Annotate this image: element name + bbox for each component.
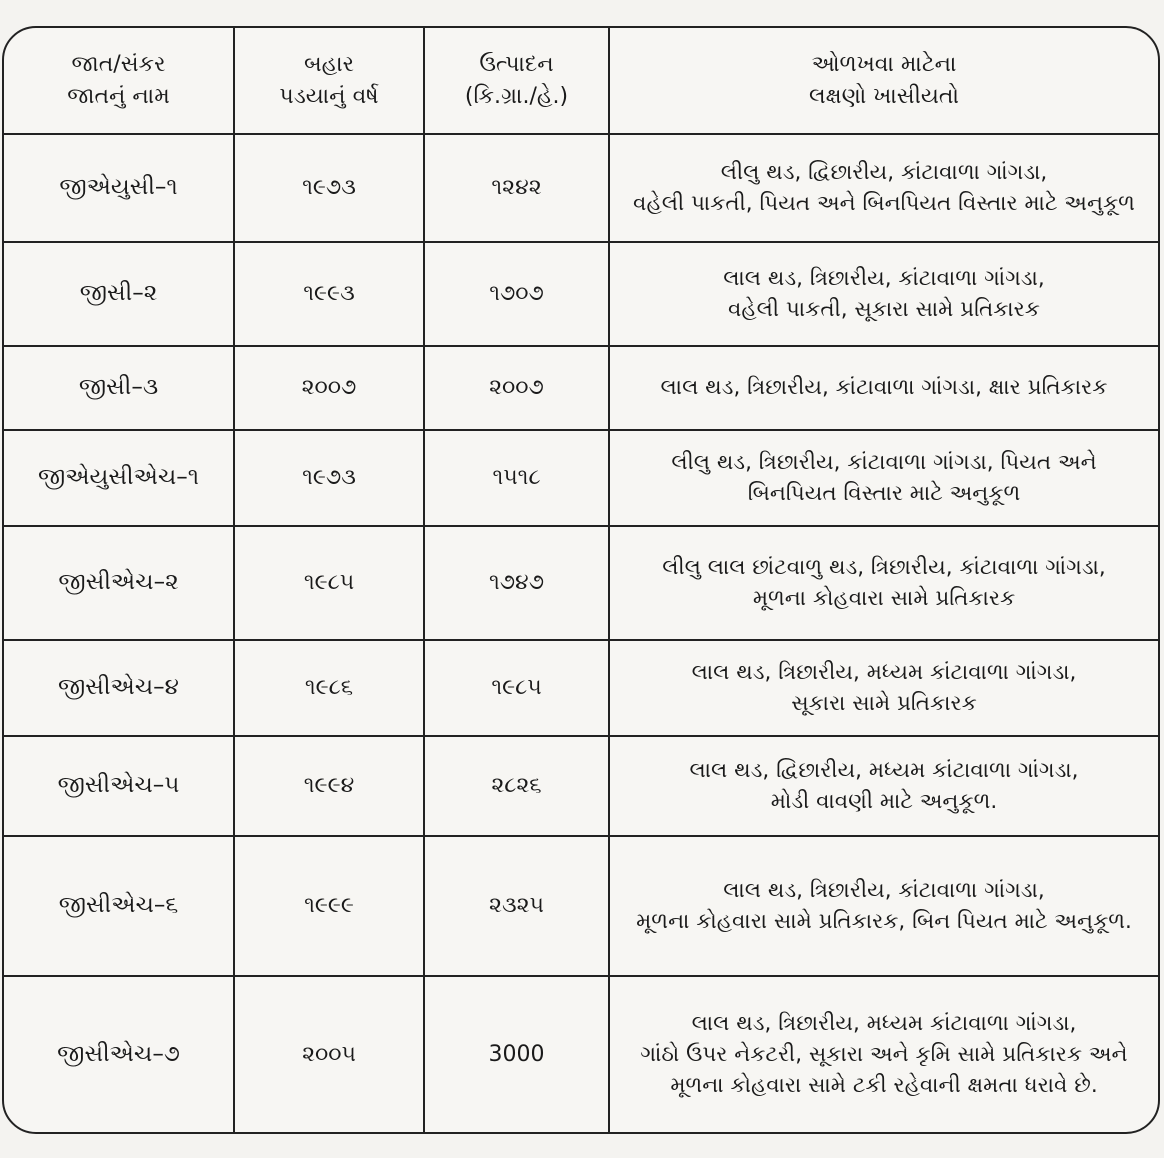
header-yield-line1: ઉત્પાદન bbox=[479, 51, 554, 77]
traits-line: મોડી વાવણી માટે અનુકૂળ. bbox=[770, 789, 998, 814]
yield-value: ૧૭૪૭ bbox=[424, 526, 609, 640]
table-frame bbox=[2, 26, 1160, 1134]
header-traits-line1: ઓળખવા માટેના bbox=[811, 51, 957, 77]
release-year: ૧૯૭૩ bbox=[234, 430, 424, 526]
variety-name: જીસીએચ–૭ bbox=[4, 976, 234, 1132]
header-variety bbox=[4, 28, 234, 134]
traits-line: મૂળના કોહવારા સામે ટકી રહેવાની ક્ષમતા ધરાવે છે. bbox=[670, 1073, 1098, 1099]
crop-varieties-table bbox=[4, 28, 1158, 1132]
header-year bbox=[234, 28, 424, 134]
table-row bbox=[4, 976, 1158, 1132]
yield-value: ૨૩૨૫ bbox=[424, 836, 609, 976]
yield-value: 3000 bbox=[424, 976, 609, 1132]
traits-line: લાલ થડ, ત્રિછારીય, કાંટાવાળા ગાંગડા, bbox=[723, 265, 1045, 291]
variety-name: જીએયુસીએચ–૧ bbox=[4, 430, 234, 526]
variety-name: જીસીએચ–૨ bbox=[4, 526, 234, 640]
traits-line: લાલ થડ, ત્રિછારીય, કાંટાવાળા ગાંગડા, bbox=[723, 877, 1045, 903]
traits-line: બિનપિયત વિસ્તાર માટે અનુકૂળ bbox=[747, 481, 1021, 506]
yield-value: ૧૨૪૨ bbox=[424, 134, 609, 242]
release-year: ૧૯૭૩ bbox=[234, 134, 424, 242]
traits-cell bbox=[609, 836, 1158, 976]
traits-cell bbox=[609, 346, 1158, 430]
release-year: ૧૯૯૩ bbox=[234, 242, 424, 346]
header-traits bbox=[609, 28, 1158, 134]
traits-cell bbox=[609, 134, 1158, 242]
traits-cell bbox=[609, 640, 1158, 736]
traits-line: મૂળના કોહવારા સામે પ્રતિકારક bbox=[752, 586, 1016, 611]
yield-value: ૧૫૧૮ bbox=[424, 430, 609, 526]
traits-cell bbox=[609, 736, 1158, 836]
release-year: ૨૦૦૭ bbox=[234, 346, 424, 430]
traits-cell bbox=[609, 976, 1158, 1132]
variety-name: જીસીએચ–૬ bbox=[4, 836, 234, 976]
release-year: ૧૯૮૬ bbox=[234, 640, 424, 736]
traits-line: લીલુ થડ, ત્રિછારીય, કાંટાવાળા ગાંગડા, પિયત અને bbox=[671, 449, 1097, 475]
traits-line: લાલ થડ, ત્રિછારીય, કાંટાવાળા ગાંગડા, ક્ષાર પ્રતિકારક bbox=[660, 375, 1108, 401]
variety-name: જીએયુસી–૧ bbox=[4, 134, 234, 242]
header-traits-line2: લક્ષણો ખાસીયતો bbox=[809, 83, 959, 109]
table-row bbox=[4, 836, 1158, 976]
traits-cell bbox=[609, 430, 1158, 526]
traits-line: મૂળના કોહવારા સામે પ્રતિકારક, બિન પિયત માટે અનુકૂળ. bbox=[636, 909, 1132, 934]
table-row bbox=[4, 346, 1158, 430]
table-row bbox=[4, 134, 1158, 242]
traits-line: ગાંઠો ઉપર નેકટરી, સૂકારા અને કૃમિ સામે પ્રતિકારક અને bbox=[640, 1041, 1128, 1067]
header-yield bbox=[424, 28, 609, 134]
yield-value: ૧૭૦૭ bbox=[424, 242, 609, 346]
table-row bbox=[4, 526, 1158, 640]
table-row bbox=[4, 430, 1158, 526]
yield-value: ૧૯૮૫ bbox=[424, 640, 609, 736]
yield-value: ૨૦૦૭ bbox=[424, 346, 609, 430]
table-row bbox=[4, 242, 1158, 346]
traits-line: લીલુ લાલ છાંટવાળુ થડ, ત્રિછારીય, કાંટાવાળા ગાંગડા, bbox=[662, 554, 1106, 580]
header-variety-line2: જાતનું નામ bbox=[67, 83, 170, 109]
table-row bbox=[4, 736, 1158, 836]
variety-name: જીસી–૨ bbox=[4, 242, 234, 346]
traits-cell bbox=[609, 526, 1158, 640]
release-year: ૨૦૦૫ bbox=[234, 976, 424, 1132]
table-row bbox=[4, 640, 1158, 736]
release-year: ૧૯૮૫ bbox=[234, 526, 424, 640]
release-year: ૧૯૯૯ bbox=[234, 836, 424, 976]
header-row bbox=[4, 28, 1158, 134]
traits-line: વહેલી પાકતી, સૂકારા સામે પ્રતિકારક bbox=[728, 297, 1040, 322]
variety-name: જીસીએચ–૪ bbox=[4, 640, 234, 736]
variety-name: જીસીએચ–૫ bbox=[4, 736, 234, 836]
header-year-line2: પડયાનું વર્ષ bbox=[279, 83, 379, 109]
yield-value: ૨૮૨૬ bbox=[424, 736, 609, 836]
traits-line: લાલ થડ, ત્રિછારીય, મધ્યમ કાંટાવાળા ગાંગડા, bbox=[691, 1010, 1077, 1036]
traits-line: લાલ થડ, દ્વિછારીય, મધ્યમ કાંટાવાળા ગાંગડા, bbox=[689, 757, 1079, 783]
header-year-line1: બહાર bbox=[303, 51, 355, 77]
traits-line: લાલ થડ, ત્રિછારીય, મધ્યમ કાંટાવાળા ગાંગડા, bbox=[691, 659, 1077, 685]
traits-line: લીલુ થડ, દ્વિછારીય, કાંટાવાળા ગાંગડા, bbox=[720, 159, 1048, 185]
release-year: ૧૯૯૪ bbox=[234, 736, 424, 836]
traits-cell bbox=[609, 242, 1158, 346]
traits-line: સૂકારા સામે પ્રતિકારક bbox=[791, 691, 977, 716]
header-variety-line1: જાત/સંકર bbox=[71, 51, 166, 77]
variety-name: જીસી–૩ bbox=[4, 346, 234, 430]
header-yield-line2: (કિ.ગ્રા./હે.) bbox=[464, 83, 569, 109]
traits-line: વહેલી પાકતી, પિયત અને બિનપિયત વિસ્તાર માટે અનુકૂળ bbox=[633, 191, 1135, 216]
